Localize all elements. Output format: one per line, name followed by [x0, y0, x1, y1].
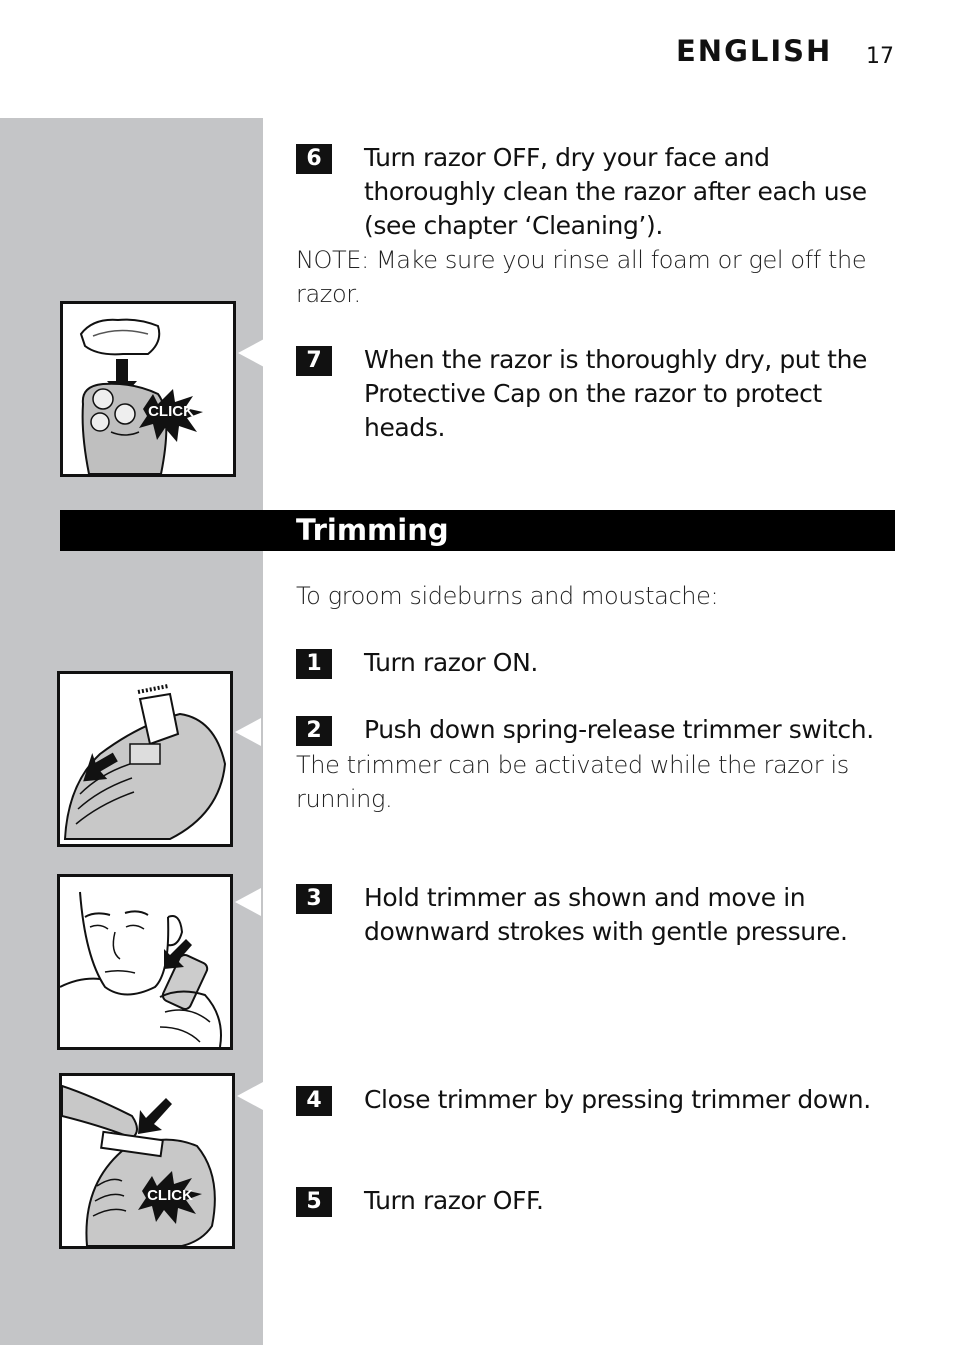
trimming-face-drawing — [60, 877, 230, 1047]
pointer-arrow — [235, 718, 261, 746]
step-text: When the razor is thoroughly dry, put the Protective Cap on the razor to protect heads. — [364, 345, 868, 442]
step-text: Close trimmer by pressing trimmer down. — [364, 1085, 871, 1114]
step-number: 4 — [296, 1086, 332, 1116]
step-text: Turn razor OFF, dry your face and thoroughly clean the razor after each use (see chapter ‘Cleaning’). — [364, 143, 867, 240]
click-label: CLICK — [147, 1187, 193, 1204]
language-heading: ENGLISH — [676, 34, 833, 68]
step-number: 1 — [296, 649, 332, 679]
section-title: Trimming — [296, 513, 449, 547]
step-number: 6 — [296, 144, 332, 174]
section-intro: To groom sideburns and moustache: — [296, 582, 719, 610]
close-trimmer-drawing — [62, 1076, 232, 1246]
page-number: 17 — [866, 44, 894, 69]
rinse-note: NOTE: Make sure you rinse all foam or gel off the razor. — [296, 246, 867, 308]
trimmer-note: The trimmer can be activated while the razor is running. — [296, 751, 849, 813]
protective-cap-illustration — [60, 301, 236, 477]
pointer-arrow — [238, 339, 264, 367]
click-label: CLICK — [148, 403, 194, 420]
trimmer-switch-illustration — [57, 671, 233, 847]
section-header-bar — [60, 510, 895, 551]
step-text: Hold trimmer as shown and move in downward strokes with gentle pressure. — [364, 883, 848, 946]
step-number: 2 — [296, 716, 332, 746]
step-text: Turn razor OFF. — [364, 1186, 544, 1215]
close-trimmer-illustration — [59, 1073, 235, 1249]
protective-cap-drawing — [63, 304, 233, 474]
step-number: 3 — [296, 884, 332, 914]
pointer-arrow — [235, 888, 261, 916]
step-number: 7 — [296, 346, 332, 376]
trimming-face-illustration — [57, 874, 233, 1050]
step-number: 5 — [296, 1187, 332, 1217]
step-text: Turn razor ON. — [364, 648, 538, 677]
step-text: Push down spring-release trimmer switch. — [364, 715, 874, 744]
pointer-arrow — [237, 1082, 263, 1110]
trimmer-switch-drawing — [60, 674, 230, 844]
